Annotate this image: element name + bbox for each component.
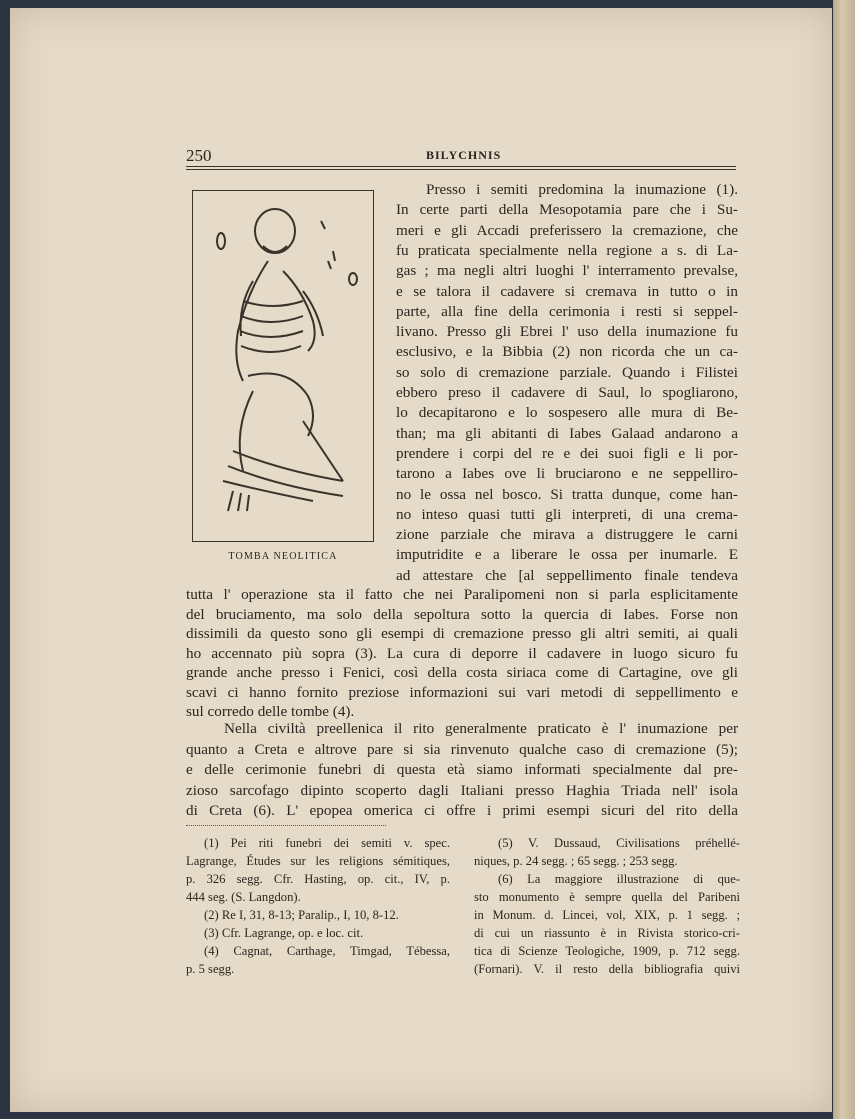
footnote-line: (2) Re I, 31, 8-13; Paralip., I, 10, 8-12.	[204, 908, 399, 922]
text-line: zione parziale che mirava a distruggere le carni	[396, 526, 738, 544]
text-line: tutta l' operazione sta il fatto che nei Paralipomeni non si parla esplicitamente	[186, 586, 738, 603]
header-rule	[186, 166, 736, 167]
text-line: dissimili da questo sono gli esempi di cremazione presso gli altri semiti, ai quali	[186, 625, 738, 642]
footnote-line: niques, p. 24 segg. ; 65 segg. ; 253 segg.	[474, 854, 678, 868]
text-line: ad attestare che [al seppellimento finale tendeva	[396, 566, 738, 584]
page-number: 250	[186, 146, 212, 165]
text-line: sul corredo delle tombe (4).	[186, 703, 355, 720]
text-line: so solo di cremazione parziale. Quando i Filistei	[396, 363, 738, 381]
text-line: no inteso quasi tutti gli interpreti, di una crema-	[396, 505, 738, 523]
running-title: BILYCHNIS	[426, 148, 502, 162]
text-line: In certe parti della Mesopotamia pare che i Su-	[396, 201, 738, 219]
footnote-line: (5) V. Dussaud, Civilisations préhellé-	[498, 836, 740, 850]
text-line: gas ; ma negli altri luoghi l' interramento prevalse,	[396, 262, 738, 280]
text-line: fu praticata specialmente nella regione a s. di La-	[396, 241, 738, 259]
text-line: parte, alla fine della cerimonia i resti si seppel-	[396, 302, 738, 320]
figure-caption: TOMBA NEOLITICA	[228, 551, 338, 562]
footnote-line: tica di Scienze Teologiche, 1909, p. 712 segg.	[474, 944, 740, 958]
text-line: lo decapitarono e lo sospesero alle mura di Be-	[396, 404, 738, 422]
text-line: esclusivo, e la Bibbia (2) non ricorda che un ca-	[396, 343, 738, 361]
footnote-line: (3) Cfr. Lagrange, op. e loc. cit.	[204, 926, 364, 940]
footnote-line: (6) La maggiore illustrazione di que-	[498, 872, 740, 886]
page-edge	[833, 0, 855, 1119]
text-line: than; ma gli abitanti di Iabes Galaad andarono a	[396, 424, 738, 442]
text-line: tarono a Iabes ove li bruciarono e ne seppelliro-	[396, 465, 738, 483]
text-line: Presso i semiti predomina la inumazione (1).	[426, 181, 738, 198]
text-line: e delle cerimonie funebri di questa età siamo informati specialmente dal pre-	[186, 761, 738, 778]
footnote-line: 444 seg. (S. Langdon).	[186, 890, 301, 904]
text-line: prendere i corpi del re e dei suoi figli e li por-	[396, 444, 738, 462]
footnote-rule	[186, 825, 386, 826]
footnote-line: in Monum. d. Lincei, vol, XIX, p. 1 segg. ;	[474, 908, 740, 922]
text-line: imputridite e a liberare le ossa per inumarle. E	[396, 546, 738, 564]
text-line: ebbero preso il cadavere di Saul, lo spogliarono,	[396, 384, 738, 401]
text-line: di Creta (6). L' epopea omerica ci offre i primi esempi sicuri del rito della	[186, 802, 738, 819]
footnote-line: p. 5 segg.	[186, 962, 235, 976]
text-line: livano. Presso gli Ebrei l' uso della inumazione fu	[396, 323, 738, 341]
footnote-line: (1) Pei riti funebri dei semiti v. spec.	[204, 836, 450, 850]
footnote-line: (Fornari). V. il resto della bibliografia quivi	[474, 962, 740, 976]
footnote-line: sto monumento è sempre quella del Paribeni	[474, 890, 740, 904]
footnote-line: p. 326 segg. Cfr. Hasting, op. cit., IV, p.	[186, 872, 450, 886]
footnote-line: di cui un riassunto è in Rivista storico-cri-	[474, 926, 740, 940]
text-line: scavi ci hanno fornito preziose informazioni sui vari metodi di seppellimento e	[186, 683, 738, 701]
text-line: Nella civiltà preellenica il rito generalmente praticato è l' inumazione per	[224, 720, 738, 737]
text-line: del bruciamento, ma solo della sepoltura sotto la quercia di Iabes. Forse non	[186, 605, 738, 623]
footnote-line: (4) Cagnat, Carthage, Timgad, Tébessa,	[204, 944, 450, 958]
text-line: zioso sarcofago dipinto scoperto dagli Italiani presso Haghia Triada nell' isola	[186, 781, 738, 799]
skeleton-drawing	[193, 191, 373, 541]
skeleton-illustration	[192, 190, 374, 542]
text-line: no le ossa nel bosco. Si tratta dunque, come han-	[396, 485, 738, 503]
text-line: grande anche presso i Fenici, così della costa siriaca come di Cartagine, ove gli	[186, 664, 738, 681]
text-line: quanto a Creta e altrove pare si sia rinvenuto qualche caso di cremazione (5);	[186, 740, 738, 758]
page-header	[186, 146, 736, 166]
text-line: ho accennato più sopra (3). La cura di deporre il cadavere in luogo sicuro fu	[186, 644, 738, 662]
footnote-line: Lagrange, Études sur les religions sémitiques,	[186, 854, 450, 868]
text-line: e se talora il cadavere si cremava in tutto o in	[396, 282, 738, 300]
text-line: meri e gli Accadi preferissero la cremazione, che	[396, 221, 738, 239]
header-rule-double	[186, 169, 736, 170]
